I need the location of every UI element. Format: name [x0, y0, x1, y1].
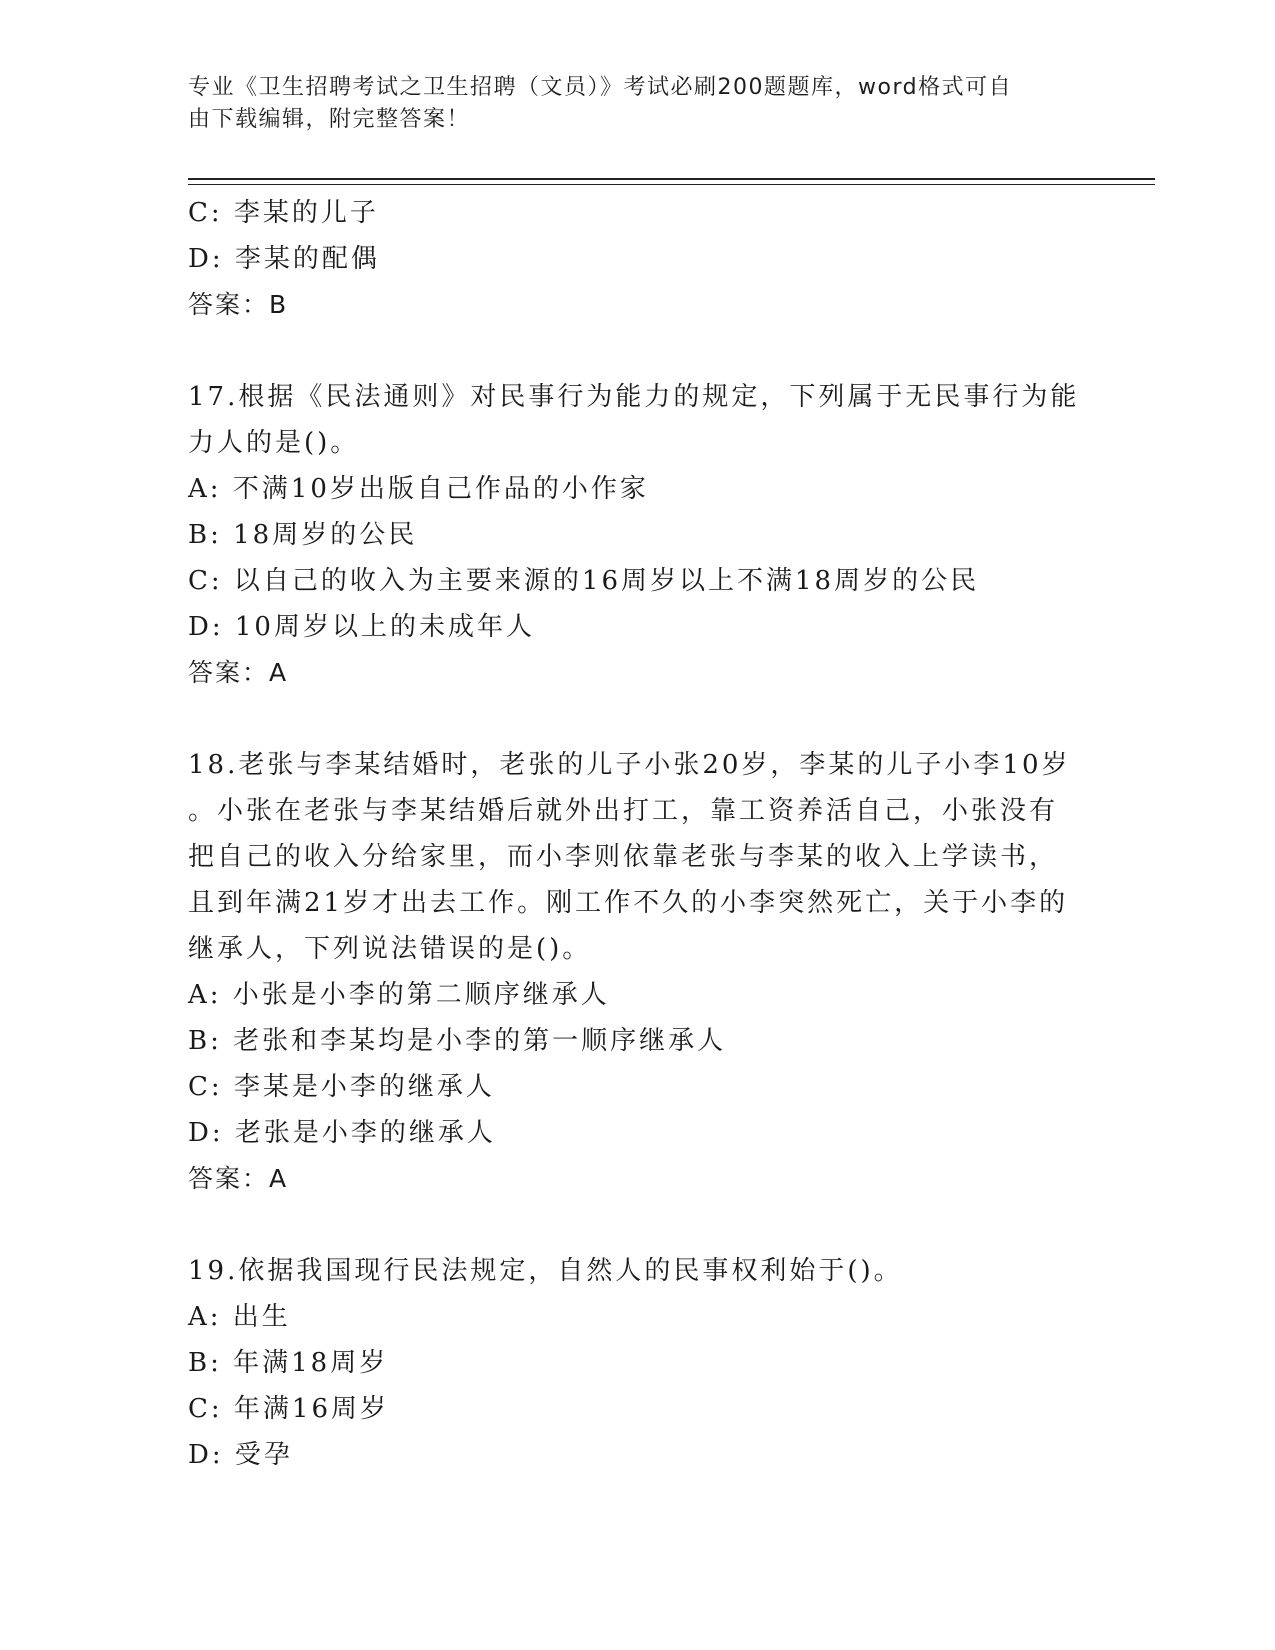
answer-label: 答案：A: [188, 658, 289, 687]
question-17: [188, 374, 1088, 696]
option-d: D: 李某的配偶: [188, 244, 380, 274]
option-c: C: 李某是小李的继承人: [188, 1072, 495, 1102]
answer-label: 答案：B: [188, 290, 289, 319]
question-stem-line: 19.依据我国现行民法规定，自然人的民事权利始于()。: [188, 1256, 903, 1286]
header-rule-thick: [188, 178, 1155, 180]
option-c: C: 年满16周岁: [188, 1394, 390, 1424]
question-stem-line: 。小张在老张与李某结婚后就外出打工，靠工资养活自己，小张没有: [188, 796, 1059, 826]
question-stem-line: 且到年满21岁才出去工作。刚工作不久的小李突然死亡，关于小李的: [188, 888, 1069, 918]
option-a: A: 不满10岁出版自己作品的小作家: [188, 474, 649, 504]
option-b: B: 老张和李某均是小李的第一顺序继承人: [188, 1026, 727, 1056]
option-d: D: 受孕: [188, 1440, 293, 1470]
header-rule-thin: [188, 184, 1155, 185]
question-list: [188, 190, 1088, 1478]
question-stem-line: 17.根据《民法通则》对民事行为能力的规定，下列属于无民事行为能: [188, 382, 1080, 412]
option-d: D: 老张是小李的继承人: [188, 1118, 496, 1148]
spacer: [188, 1202, 1088, 1248]
question-stem-line: 继承人，下列说法错误的是()。: [188, 934, 592, 964]
spacer: [188, 696, 1088, 742]
header-line-2: 由下载编辑，附完整答案！: [188, 107, 471, 132]
question-stem-line: 把自己的收入分给家里，而小李则依靠老张与李某的收入上学读书，: [188, 842, 1059, 872]
option-c: C: 李某的儿子: [188, 198, 379, 228]
spacer: [188, 328, 1088, 374]
option-d: D: 10周岁以上的未成年人: [188, 612, 535, 642]
answer-label: 答案：A: [188, 1164, 289, 1193]
question-18: [188, 742, 1088, 1202]
option-b: B: 年满18周岁: [188, 1348, 389, 1378]
option-b: B: 18周岁的公民: [188, 520, 418, 550]
option-a: A: 小张是小李的第二顺序继承人: [188, 980, 610, 1010]
question-stem-line: 18.老张与李某结婚时，老张的儿子小张20岁，李某的儿子小李10岁: [188, 750, 1071, 780]
option-c: C: 以自己的收入为主要来源的16周岁以上不满18周岁的公民: [188, 566, 980, 596]
question-16: [188, 190, 1088, 328]
document-header: [188, 72, 1068, 136]
question-19: [188, 1248, 1088, 1478]
option-a: A: 出生: [188, 1302, 291, 1332]
header-line-1: 专业《卫生招聘考试之卫生招聘（文员）》考试必刷200题题库，word格式可自: [188, 75, 1013, 100]
question-stem-line: 力人的是()。: [188, 428, 360, 458]
